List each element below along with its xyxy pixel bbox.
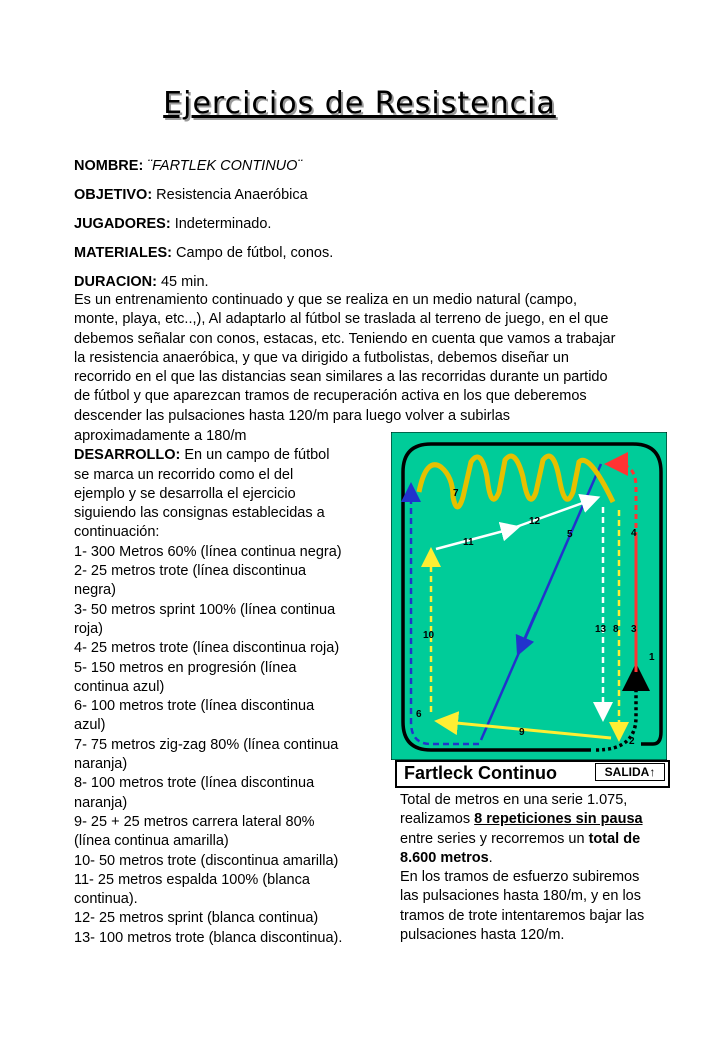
description-line: recorrido en el que las distancias sean similares a las recorridas durante un partido: [74, 369, 608, 386]
step-line: 5- 150 metros en progresión (línea: [74, 659, 297, 676]
description-line: de fútbol y que aparezcan tramos de recuperación activa en los que deberemos: [74, 388, 587, 405]
step-line: 4- 25 metros trote (línea discontinua roja): [74, 640, 340, 657]
step-line: naranja): [74, 794, 128, 811]
description-line: descender las pulsaciones hasta 120/m para luego volver a subirlas: [74, 407, 511, 424]
description-line: monte, playa, etc..,), Al adaptarlo al fútbol se traslada al terreno de juego, en el que: [74, 311, 609, 328]
step-line: 6- 100 metros trote (línea discontinua: [74, 698, 315, 715]
step-line: 2- 25 metros trote (línea discontinua: [74, 563, 307, 580]
route-label-7: 7: [453, 488, 459, 499]
summary-line: pulsaciones hasta 120/m.: [400, 927, 565, 944]
route-label-2: 2: [629, 736, 635, 747]
step-line: (línea continua amarilla): [74, 833, 229, 850]
field-duracion: [74, 274, 209, 290]
summary-line: [400, 810, 690, 829]
jugadores-label: JUGADORES:: [74, 216, 171, 232]
total-emphasis: total de: [588, 830, 641, 847]
summary-line: [400, 830, 690, 849]
field-objetivo: [74, 187, 308, 203]
desarrollo-section: [74, 427, 384, 948]
step-line: 11- 25 metros espalda 100% (blanca: [74, 871, 310, 888]
field-materiales: [74, 245, 333, 261]
page-title: Ejercicios de Resistencia: [163, 86, 556, 121]
summary-line: Total de metros en una serie 1.075,: [400, 792, 628, 808]
route-diagram: [391, 432, 667, 760]
route-label-4: 4: [631, 528, 637, 539]
step-line: continua azul): [74, 678, 165, 695]
repeticiones-emphasis: 8 repeticiones sin pausa: [474, 811, 643, 828]
step-line: continua).: [74, 891, 138, 908]
nombre-value: ¨FARTLEK CONTINUO¨: [143, 158, 303, 174]
summary-line: las pulsaciones hasta 180/m, y en los: [400, 888, 641, 905]
field-nombre: [74, 158, 302, 174]
description-line: debemos señalar con conos, estacas, etc. Teniendo en cuenta que vamos a trabajar: [74, 330, 616, 347]
salida-text: SALIDA: [604, 765, 650, 779]
duracion-label: DURACION:: [74, 274, 157, 290]
objetivo-value: Resistencia Anaeróbica: [152, 187, 308, 203]
desarrollo-intro: continuación:: [74, 524, 160, 541]
desarrollo-intro: ejemplo y se desarrolla el ejercicio: [74, 485, 296, 502]
summary-text: realizamos: [400, 811, 475, 828]
desarrollo-label: DESARROLLO:: [74, 447, 181, 464]
summary-text: entre series y recorremos un: [400, 830, 589, 847]
route-label-11: 11: [463, 537, 474, 548]
diagram-caption: [395, 760, 670, 788]
route-label-9: 9: [519, 727, 525, 738]
nombre-label: NOMBRE:: [74, 158, 144, 174]
desarrollo-intro: se marca un recorrido como el del: [74, 466, 294, 483]
jugadores-value: Indeterminado.: [170, 216, 272, 232]
desarrollo-intro: En un campo de fútbol: [180, 447, 330, 464]
summary-line: tramos de trote intentaremos bajar las: [400, 907, 645, 924]
total-value: 8.600 metros: [400, 849, 489, 866]
description-line: aproximadamente a 180/m: [74, 428, 247, 444]
step-line: 8- 100 metros trote (línea discontinua: [74, 775, 315, 792]
salida-label: [595, 763, 665, 781]
route-label-3: 3: [631, 624, 637, 635]
route-label-13: 13: [595, 624, 607, 635]
step-line: 1- 300 Metros 60% (línea continua negra): [74, 543, 342, 560]
field-background: [391, 432, 667, 760]
objetivo-label: OBJETIVO:: [74, 187, 153, 203]
step-line: negra): [74, 582, 116, 599]
step-line: 9- 25 + 25 metros carrera lateral 80%: [74, 813, 315, 830]
route-label-8: 8: [613, 624, 619, 635]
materiales-value: Campo de fútbol, conos.: [172, 245, 334, 261]
duracion-value: 45 min.: [156, 274, 209, 290]
summary-block: [400, 791, 690, 945]
field-jugadores: [74, 216, 271, 232]
step-line: roja): [74, 620, 104, 637]
step-line: 13- 100 metros trote (blanca discontinua).: [74, 929, 343, 946]
description-line: Es un entrenamiento continuado y que se realiza en un medio natural (campo,: [74, 292, 577, 308]
arrow-up-icon: ↑: [649, 765, 656, 779]
summary-text: .: [488, 849, 493, 866]
route-label-6: 6: [416, 709, 422, 720]
route-label-5: 5: [567, 529, 573, 540]
desarrollo-heading-line: [74, 446, 384, 465]
desarrollo-intro: siguiendo las consignas establecidas a: [74, 505, 325, 522]
caption-title: Fartleck Continuo: [404, 763, 558, 783]
description-line: la resistencia anaeróbica, y que va dirigido a futbolistas, debemos diseñar un: [74, 349, 569, 366]
step-line: 12- 25 metros sprint (blanca continua): [74, 910, 319, 927]
step-line: 3- 50 metros sprint 100% (línea continua: [74, 601, 336, 618]
route-label-12: 12: [529, 516, 541, 527]
step-line: azul): [74, 717, 106, 734]
summary-line: En los tramos de esfuerzo subiremos: [400, 869, 640, 886]
description-paragraph: [74, 291, 684, 426]
summary-line: [400, 849, 690, 868]
step-line: naranja): [74, 756, 128, 773]
step-line: 10- 50 metros trote (discontinua amarilla): [74, 852, 339, 869]
step-line: 7- 75 metros zig-zag 80% (línea continua: [74, 736, 339, 753]
route-label-10: 10: [423, 630, 435, 641]
materiales-label: MATERIALES:: [74, 245, 173, 261]
route-label-1: 1: [649, 652, 655, 663]
